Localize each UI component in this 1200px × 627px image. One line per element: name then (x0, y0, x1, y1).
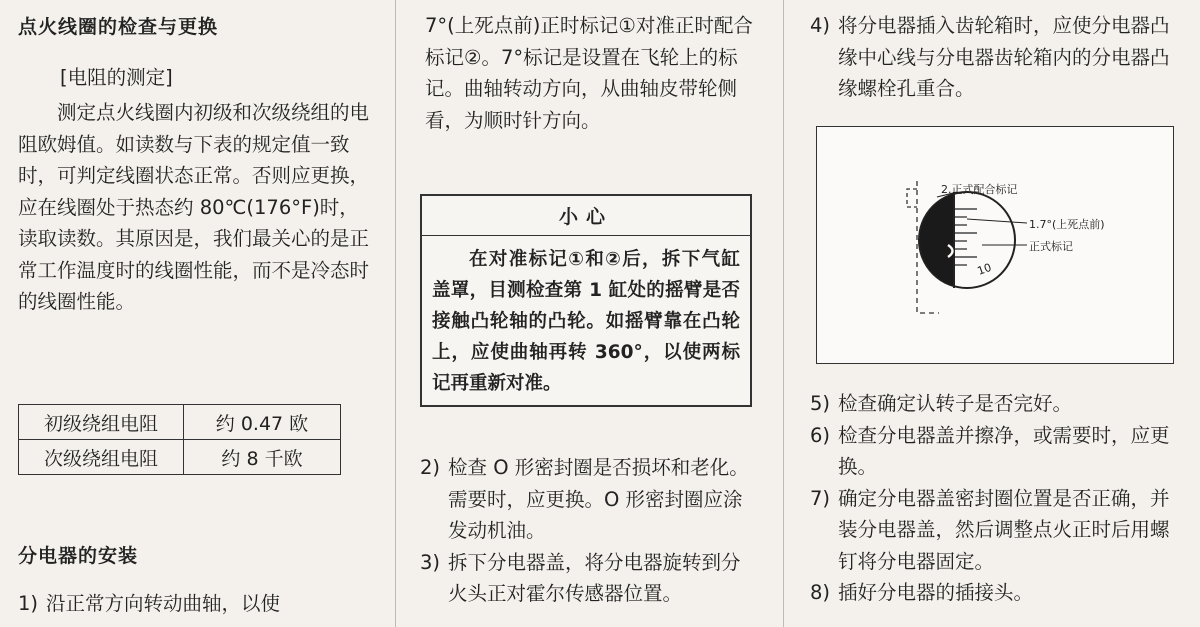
resistance-table (18, 404, 341, 475)
caution-box (420, 194, 752, 407)
step-text: 检查分电器盖并擦净，或需要时，应更换。 (838, 423, 1170, 478)
step-text: 将分电器插入齿轮箱时，应使分电器凸缘中心线与分电器齿轮箱内的分电器凸缘螺栓孔重合。 (838, 14, 1170, 100)
table-cell-label: 次级绕组电阻 (19, 440, 184, 475)
column-middle (420, 0, 755, 627)
install-step-5 (810, 388, 1180, 420)
install-step-8 (810, 577, 1180, 609)
step-text: 检查确定认转子是否完好。 (838, 392, 1073, 415)
step-number: 4) (810, 14, 831, 37)
install-step-6 (810, 420, 1180, 483)
step-number: 3) (420, 550, 441, 574)
step-number: 2) (420, 456, 441, 479)
section-title-distributor: 分电器的安装 (18, 545, 139, 567)
install-step-3 (420, 547, 755, 610)
column-left (18, 0, 378, 627)
install-step-1 (18, 588, 378, 620)
step-number: 1) (18, 592, 39, 615)
install-step-2 (420, 452, 755, 547)
subheading-resistance: [电阻的测定] (60, 66, 173, 89)
timing-mark-figure (816, 126, 1174, 364)
continued-step-text: 7°(上死点前)正时标记①对准正时配合标记②。7°标记是设置在飞轮上的标记。曲轴转动方向，从曲轴皮带轮侧看，为顺时针方向。 (425, 14, 753, 132)
caution-text: 在对准标记①和②后，拆下气缸盖罩，目测检查第 1 缸处的摇臂是否接触凸轮轴的凸轮。如摇臂靠在凸轮上，应使曲轴再转 360°，以使两标记再重新对准。 (432, 249, 740, 394)
label-tdc: 1.7°(上死点前) (1029, 218, 1105, 231)
caution-title: 小心 (422, 196, 750, 236)
label-timing-mark: 正式标记 (1029, 240, 1073, 253)
step-number: 8) (810, 581, 831, 604)
install-step-4 (810, 10, 1180, 105)
resistance-paragraph: 测定点火线圈内初级和次级绕组的电阻欧姆值。如读数与下表的规定值一致时，可判定线圈状态正常。否则应更换，应在线圈处于热态约 80℃(176°F)时，读取读数。其原因是，我们最关心的是正常工作温度时的线圈性能，而不是冷态时的线圈性能。 (18, 101, 370, 313)
label-mark-2: 2.正式配合标记 (941, 183, 1018, 196)
flywheel-diagram (817, 127, 1173, 363)
step-text: 沿正常方向转动曲轴，以使 (46, 592, 281, 615)
table-row (19, 405, 341, 440)
column-right (810, 0, 1185, 627)
table-row (19, 440, 341, 475)
section-title-coil: 点火线圈的检查与更换 (18, 16, 219, 38)
scale-number: 10 (975, 260, 994, 278)
step-number: 5) (810, 392, 831, 415)
step-text: 确定分电器盖密封圈位置是否正确，并装分电器盖，然后调整点火正时后用螺钉将分电器固定。 (838, 486, 1170, 573)
dark-segment (920, 194, 954, 286)
step-text: 拆下分电器盖，将分电器旋转到分火头正对霍尔传感器位置。 (448, 550, 741, 605)
column-divider (395, 0, 396, 627)
step-number: 7) (810, 486, 831, 510)
housing-tab (907, 189, 917, 207)
column-divider (783, 0, 784, 627)
table-cell-label: 初级绕组电阻 (19, 405, 184, 440)
step-text: 检查 O 形密封圈是否损坏和老化。需要时，应更换。O 形密封圈应涂发动机油。 (448, 456, 749, 542)
install-step-7 (810, 483, 1180, 578)
step-number: 6) (810, 423, 831, 447)
table-cell-value: 约 0.47 欧 (184, 405, 341, 440)
table-cell-value: 约 8 千欧 (184, 440, 341, 475)
step-text: 插好分电器的插接头。 (838, 581, 1034, 604)
